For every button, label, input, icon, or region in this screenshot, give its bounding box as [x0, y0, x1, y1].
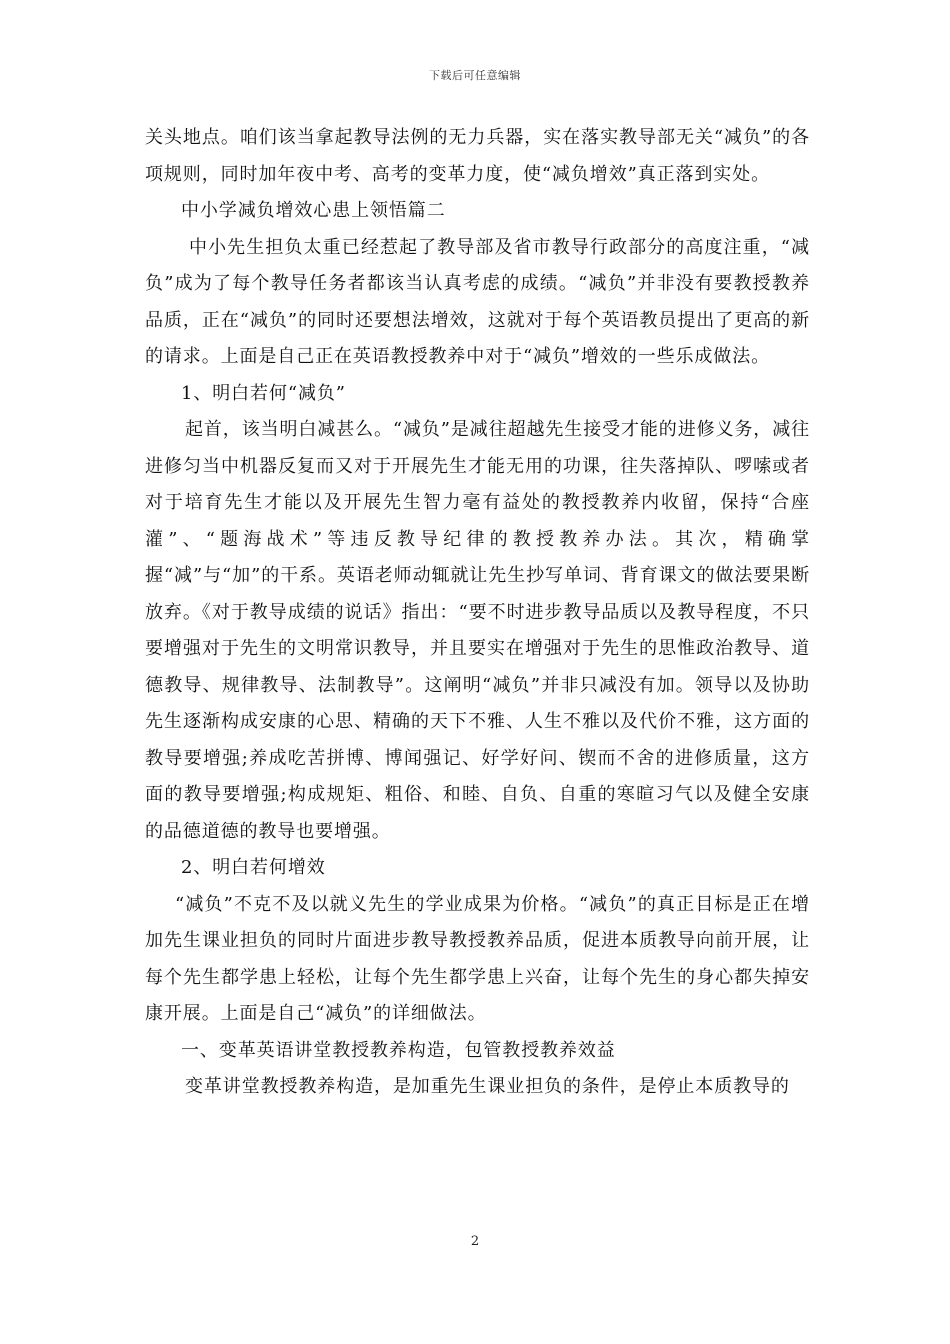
paragraph-reduce-burden: 起首，该当明白减甚么。“减负”是减往超越先生接受才能的进修义务，减往进修匀当中机器反复而又对于开展先生才能无用的功课，往失落掉队、啰嗦或者对于培育先生才能以及开展先生智力毫有益处的教授教养内收留，保持“合座灌”、“题海战术”等违反教导纪律的教授教养办法。其次，精确掌握“减”与“加”的干系。英语老师动辄就让先生抄写单词、背育课文的做法要果断放弃。《对于教导成绩的说话》指出：“要不时进步教导品质以及教导程度，不只要增强对于先生的文明常识教导，并且要实在增强对于先生的思惟政治教导、道德教导、规律教导、法制教导”。这阐明“减负”并非只减没有加。领导以及协助先生逐渐构成安康的心思、精确的天下不雅、人生不雅以及代价不雅，这方面的教导要增强;养成吃苦拼博、博闻强记、好学好问、锲而不舍的进修质量，这方面的教导要增强;构成规矩、粗俗、和睦、自负、自重的寒暄习气以及健全安康的品德道德的教导也要增强。 [145, 419, 811, 842]
paragraph-increase-efficiency: “减负”不克不及以就义先生的学业成果为价格。“减负”的真正目标是正在增加先生课业担负的同时片面进步教导教授教养品质，促进本质教导向前开展，让每个先生都学患上轻松，让每个先生都学患上兴奋，让每个先生的身心都失掉安康开展。上面是自己“减负”的详细做法。 [145, 893, 810, 1024]
page-header: 下载后可任意编辑 [429, 69, 521, 82]
paragraph-classroom-reform: 变革讲堂教授教养构造，是加重先生课业担负的条件，是停止本质教导的 [185, 1076, 790, 1097]
page-number: 2 [470, 1234, 480, 1249]
document-body [145, 120, 810, 1106]
section-title: 中小学减负增效心患上领悟篇二 [181, 200, 446, 221]
subheading-increase-efficiency: 2、明白若何增效 [181, 857, 326, 878]
subheading-reduce-burden: 1、明白若何“减负” [181, 382, 346, 404]
subheading-classroom-reform: 一、变革英语讲堂教授教养构造，包管教授教养效益 [181, 1039, 616, 1061]
paragraph-continuation: 关头地点。咱们该当拿起教导法例的无力兵器，实在落实教导部无关“减负”的各项规则，同时加年夜中考、高考的变革力度，使“减负增效”真正落到实处。 [145, 127, 810, 185]
paragraph-intro: 中小先生担负太重已经惹起了教导部及省市教导行政部分的高度注重，“减负”成为了每个教导任务者都该当认真考虑的成绩。“减负”并非没有要教授教养品质，正在“减负”的同时还要想法增效，这就对于每个英语教员提出了更高的新的请求。上面是自己正在英语教授教养中对于“减负”增效的一些乐成做法。 [145, 236, 810, 367]
